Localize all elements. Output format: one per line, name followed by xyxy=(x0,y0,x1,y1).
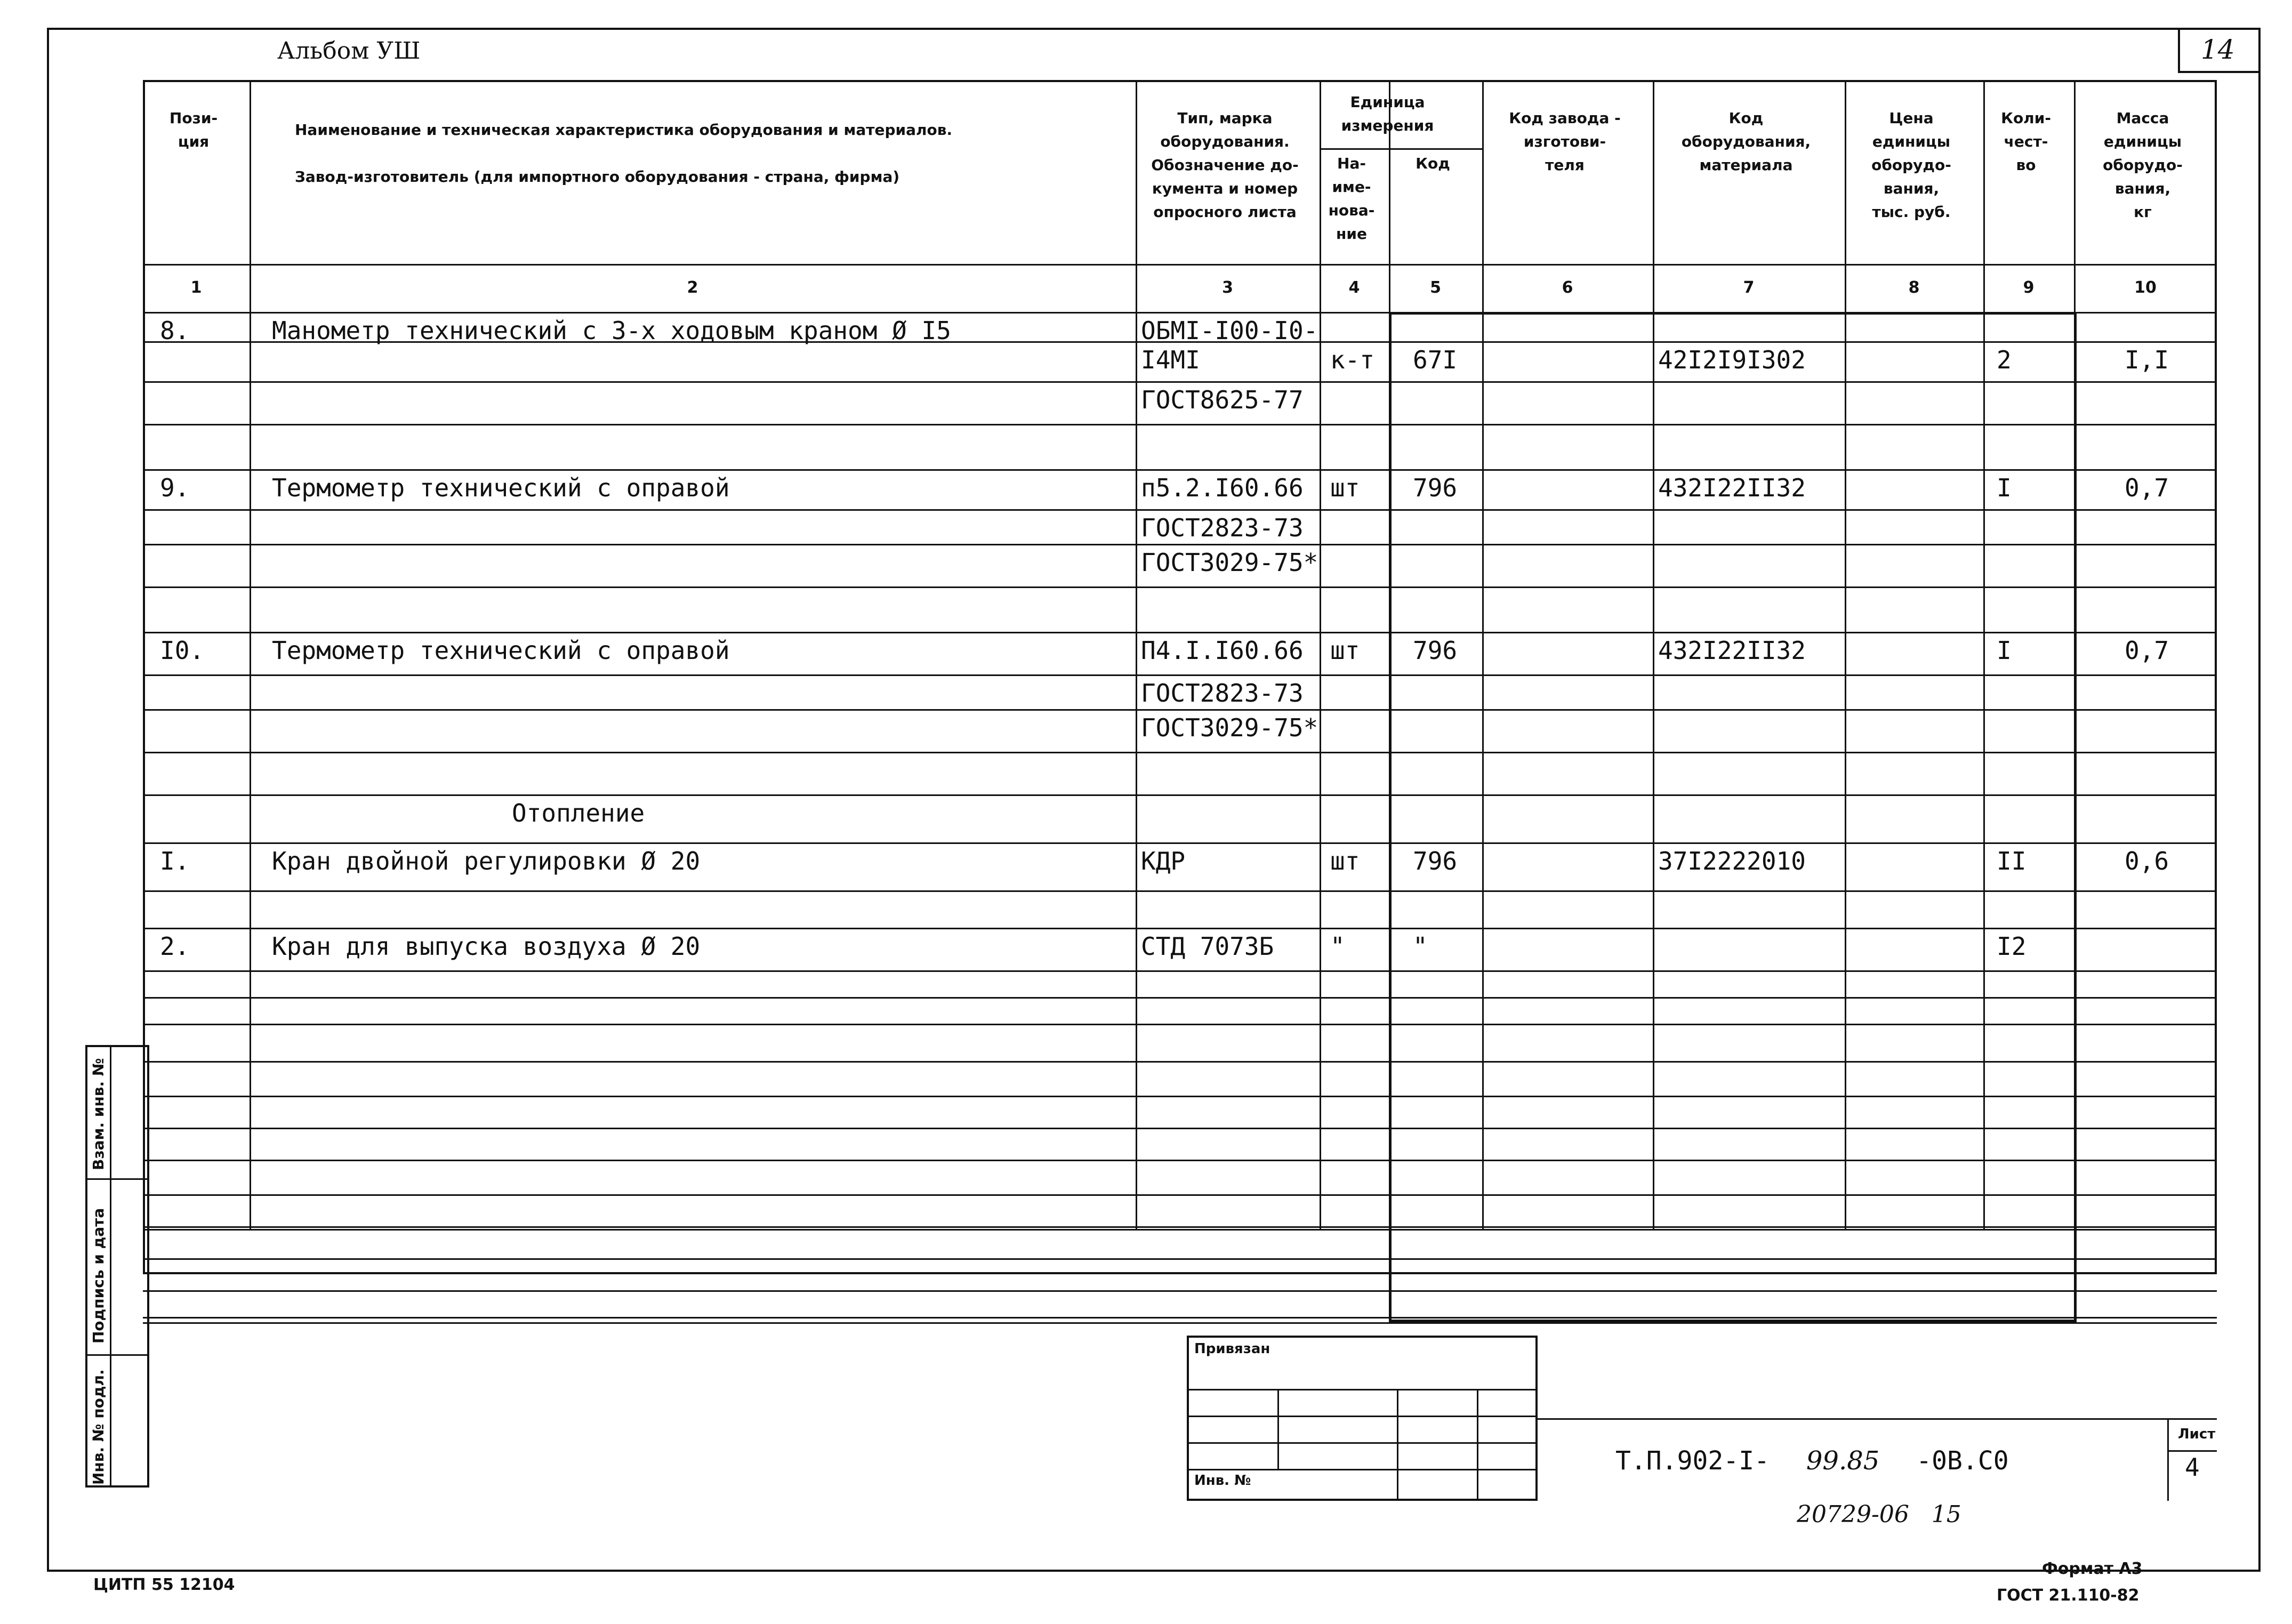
stamp-top-line xyxy=(1538,1418,2217,1420)
row-15-type: СТД 7073Б xyxy=(1141,932,1274,961)
row-8-type: П4.I.I60.66 xyxy=(1141,636,1304,665)
document-code xyxy=(1615,1446,2009,1476)
row-15-unit: " xyxy=(1330,932,1345,961)
column-number-2: 2 xyxy=(687,278,698,297)
row-1-unit: к-т xyxy=(1330,345,1375,374)
row-8-qty: I xyxy=(1997,636,2012,665)
row-13-pos: I. xyxy=(160,847,190,875)
footer-gost: ГОСТ 21.110-82 xyxy=(1997,1586,2140,1605)
column-header-10: Масса единицы оборудо- вания, кг xyxy=(2103,109,2183,221)
row-15-code: " xyxy=(1413,932,1428,961)
row-5-type: ГОСТ2823-73 xyxy=(1141,513,1304,542)
row-0-name: Манометр технический с 3-х ходовым краном Ø I5 xyxy=(272,316,951,345)
row-13-mass: 0,6 xyxy=(2125,847,2169,875)
doc-prefix: Т.П.902-I- xyxy=(1615,1446,1770,1476)
row-13-type: КДР xyxy=(1141,847,1186,875)
row-15-pos: 2. xyxy=(160,932,190,961)
row-6-type: ГОСТ3029-75* xyxy=(1141,548,1318,577)
column-header-6: Код завода - изготови- теля xyxy=(1509,109,1621,174)
row-4-pos: 9. xyxy=(160,473,190,502)
row-13-qty: II xyxy=(1997,847,2026,875)
privyazan-label: Привязан xyxy=(1194,1341,1270,1357)
row-8-unit: шт xyxy=(1330,636,1360,665)
column-number-3: 3 xyxy=(1222,278,1233,297)
column-number-9: 9 xyxy=(2023,278,2034,297)
album-title: Альбом УШ xyxy=(277,37,421,65)
column-header-1: Пози- ция xyxy=(169,109,218,150)
row-9-type: ГОСТ2823-73 xyxy=(1141,679,1304,708)
column-number-10: 10 xyxy=(2134,278,2157,297)
row-13-unit: шт xyxy=(1330,847,1360,875)
footer-left: ЦИТП 55 12104 xyxy=(93,1575,235,1594)
page-hand-number: 14 xyxy=(2201,34,2235,65)
row-4-code: 796 xyxy=(1413,473,1458,502)
column-header-4: На- име- нова- ние xyxy=(1328,155,1375,243)
column-number-8: 8 xyxy=(1908,278,1920,297)
row-0-pos: 8. xyxy=(160,316,190,345)
side-label-inv: Инв. № подл. xyxy=(90,1369,107,1485)
side-label-vzam: Взам. инв. № xyxy=(90,1058,107,1170)
row-15-name: Кран для выпуска воздуха Ø 20 xyxy=(272,932,701,961)
row-15-qty: I2 xyxy=(1997,932,2026,961)
row-0-type: ОБМI-I00-I0- xyxy=(1141,316,1318,345)
row-4-unit: шт xyxy=(1330,473,1360,502)
column-header-5: Код xyxy=(1416,155,1450,172)
row-12-name: Отопление xyxy=(512,799,645,827)
column-header-8: Цена единицы оборудо- вания, тыс. руб. xyxy=(1871,109,1951,221)
row-4-qty: I xyxy=(1997,473,2012,502)
unit-group-header: Единица измерения xyxy=(1341,93,1434,134)
row-1-equip: 42I2I9I302 xyxy=(1658,345,1806,374)
row-13-equip: 37I2222010 xyxy=(1658,847,1806,875)
sheet-number: 4 xyxy=(2185,1453,2200,1482)
row-1-code: 67I xyxy=(1413,345,1458,374)
row-8-equip: 432I22II32 xyxy=(1658,636,1806,665)
row-4-type: п5.2.I60.66 xyxy=(1141,473,1304,502)
row-1-mass: I,I xyxy=(2125,345,2169,374)
column-number-1: 1 xyxy=(190,278,202,297)
row-4-name: Термометр технический с оправой xyxy=(272,473,730,502)
row-8-mass: 0,7 xyxy=(2125,636,2169,665)
column-number-7: 7 xyxy=(1743,278,1755,297)
column-header-9: Коли- чест- во xyxy=(2001,109,2051,174)
row-8-code: 796 xyxy=(1413,636,1458,665)
footer-format: Формат А3 xyxy=(2042,1559,2143,1578)
row-8-pos: I0. xyxy=(160,636,205,665)
column-number-5: 5 xyxy=(1430,278,1441,297)
column-header-3: Тип, марка оборудования. Обозначение до- кумента и номер опросного листа xyxy=(1151,109,1299,221)
row-1-qty: 2 xyxy=(1997,345,2012,374)
row-13-code: 796 xyxy=(1413,847,1458,875)
column-header-7: Код оборудования, материала xyxy=(1681,109,1811,174)
doc-suffix: -0В.С0 xyxy=(1916,1446,2009,1476)
column-number-4: 4 xyxy=(1348,278,1360,297)
side-label-podpis: Подпись и дата xyxy=(90,1208,107,1344)
bottom-hand-note: 20729-06 15 xyxy=(1797,1501,1961,1528)
row-4-mass: 0,7 xyxy=(2125,473,2169,502)
column-header-2: Наименование и техническая характеристика оборудования и материалов. Завод-изготовитель (для импортного оборудования - страна, фирма) xyxy=(295,121,953,186)
sheet-label: Лист xyxy=(2178,1426,2216,1442)
doc-hand: 99.85 xyxy=(1806,1446,1880,1476)
row-8-name: Термометр технический с оправой xyxy=(272,636,730,665)
row-10-type: ГОСТ3029-75* xyxy=(1141,713,1318,742)
inv-no-label: Инв. № xyxy=(1194,1473,1251,1489)
row-4-equip: 432I22II32 xyxy=(1658,473,1806,502)
column-number-6: 6 xyxy=(1562,278,1573,297)
row-13-name: Кран двойной регулировки Ø 20 xyxy=(272,847,701,875)
row-2-type: ГОСТ8625-77 xyxy=(1141,385,1304,414)
row-1-type: I4МI xyxy=(1141,345,1200,374)
